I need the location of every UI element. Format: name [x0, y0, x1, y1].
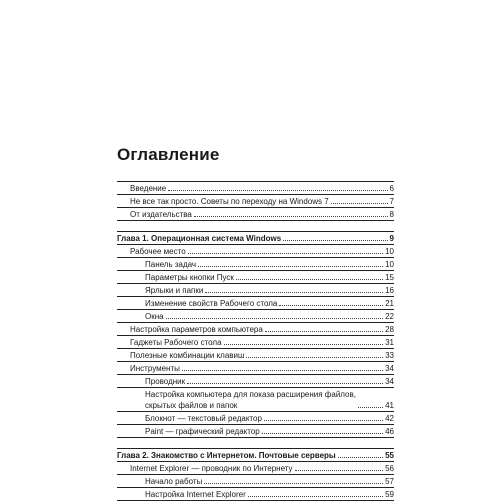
toc-leader-dots: [283, 240, 387, 241]
toc-page-number: 42: [385, 413, 394, 423]
toc-page-number: 10: [385, 259, 394, 269]
toc-page-number: 16: [385, 285, 394, 295]
toc-entry-label: Полезные комбинации клавиш: [130, 350, 245, 360]
toc-entry-label: Панель задач: [145, 259, 197, 269]
toc-page-number: 9: [389, 233, 394, 243]
toc-entry: [117, 336, 394, 349]
toc-chapter-entry: [117, 231, 394, 245]
toc-leader-dots: [194, 216, 388, 217]
toc-leader-dots: [187, 383, 383, 384]
toc-leader-dots: [262, 433, 383, 434]
toc-entry-label: Окна: [145, 311, 164, 321]
toc-entry: [117, 195, 394, 208]
toc-entry: [117, 323, 394, 336]
toc-leader-dots: [358, 407, 383, 408]
toc-leader-dots: [182, 370, 383, 371]
toc-leader-dots: [205, 292, 383, 293]
toc-entry-label: Изменение свойств Рабочего стола: [145, 298, 278, 308]
toc-entry-label: Глава 1. Операционная система Windows: [117, 233, 282, 243]
toc-page-number: 10: [385, 246, 394, 256]
toc-entry-label: Глава 2. Знакомство с Интернетом. Почтовые серверы: [117, 450, 336, 460]
toc-page-number: 21: [385, 298, 394, 308]
toc-page-number: 41: [385, 400, 394, 410]
table-of-contents: [117, 181, 394, 501]
toc-entry-label: Настройка Internet Explorer: [145, 489, 246, 499]
toc-entry: [117, 245, 394, 258]
toc-entry: [117, 388, 394, 412]
toc-page-number: 31: [385, 337, 394, 347]
toc-leader-dots: [168, 190, 387, 191]
toc-leader-dots: [338, 457, 383, 458]
toc-page-number: 33: [385, 350, 394, 360]
toc-leader-dots: [279, 305, 383, 306]
toc-entry-label: Настройка компьютера для показа расширения файлов, скрытых файлов и папок: [145, 389, 356, 410]
toc-entry-label: Введение: [130, 183, 167, 193]
toc-entry-label: Проводник: [145, 376, 186, 386]
toc-entry: [117, 425, 394, 438]
toc-leader-dots: [264, 420, 383, 421]
toc-entry: [117, 349, 394, 362]
toc-entry: [117, 271, 394, 284]
toc-leader-dots: [265, 331, 383, 332]
toc-page-number: 6: [389, 183, 394, 193]
toc-leader-dots: [248, 496, 383, 497]
toc-page-number: 55: [385, 450, 394, 460]
toc-leader-dots: [331, 203, 388, 204]
toc-entry-label: Настройка параметров компьютера: [130, 324, 263, 334]
toc-page-number: 15: [385, 272, 394, 282]
toc-page-number: 8: [389, 209, 394, 219]
toc-page-number: 34: [385, 376, 394, 386]
toc-entry: [117, 297, 394, 310]
toc-leader-dots: [224, 344, 384, 345]
toc-page-number: 7: [389, 196, 394, 206]
toc-page-number: 56: [385, 463, 394, 473]
toc-leader-dots: [246, 357, 383, 358]
toc-entry: [117, 488, 394, 501]
toc-entry-label: Рабочее место: [130, 246, 186, 256]
page-title: Оглавление: [117, 145, 220, 164]
toc-entry-label: Ярлыки и папки: [145, 285, 204, 295]
toc-entry-label: Параметры кнопки Пуск: [145, 272, 234, 282]
toc-leader-dots: [236, 279, 383, 280]
toc-entry: [117, 181, 394, 195]
toc-leader-dots: [198, 266, 383, 267]
toc-page-number: 46: [385, 426, 394, 436]
toc-entry-label: Начало работы: [145, 476, 203, 486]
toc-page-number: 59: [385, 489, 394, 499]
toc-leader-dots: [204, 483, 383, 484]
toc-entry-label: Блокнот — текстовый редактор: [145, 413, 262, 423]
toc-page-number: 22: [385, 311, 394, 321]
toc-leader-dots: [166, 318, 384, 319]
toc-chapter-entry: [117, 448, 394, 462]
toc-entry: [117, 412, 394, 425]
toc-entry-label: Paint — графический редактор: [145, 426, 260, 436]
toc-page-number: 57: [385, 476, 394, 486]
toc-entry: [117, 362, 394, 375]
toc-entry: [117, 375, 394, 388]
toc-entry: [117, 258, 394, 271]
toc-entry: [117, 208, 394, 221]
toc-entry-label: Инструменты: [130, 363, 180, 373]
toc-page-number: 28: [385, 324, 394, 334]
toc-entry: [117, 284, 394, 297]
toc-entry: [117, 462, 394, 475]
toc-entry-label: Гаджеты Рабочего стола: [130, 337, 222, 347]
toc-entry: [117, 310, 394, 323]
toc-entry: [117, 475, 394, 488]
toc-leader-dots: [295, 470, 384, 471]
toc-entry-label: От издательства: [130, 209, 192, 219]
toc-leader-dots: [188, 253, 383, 254]
toc-page-number: 34: [385, 363, 394, 373]
toc-entry-label: Internet Explorer — проводник по Интернету: [130, 463, 293, 473]
toc-entry-label: Не все так просто. Советы по переходу на Windows 7: [130, 196, 329, 206]
